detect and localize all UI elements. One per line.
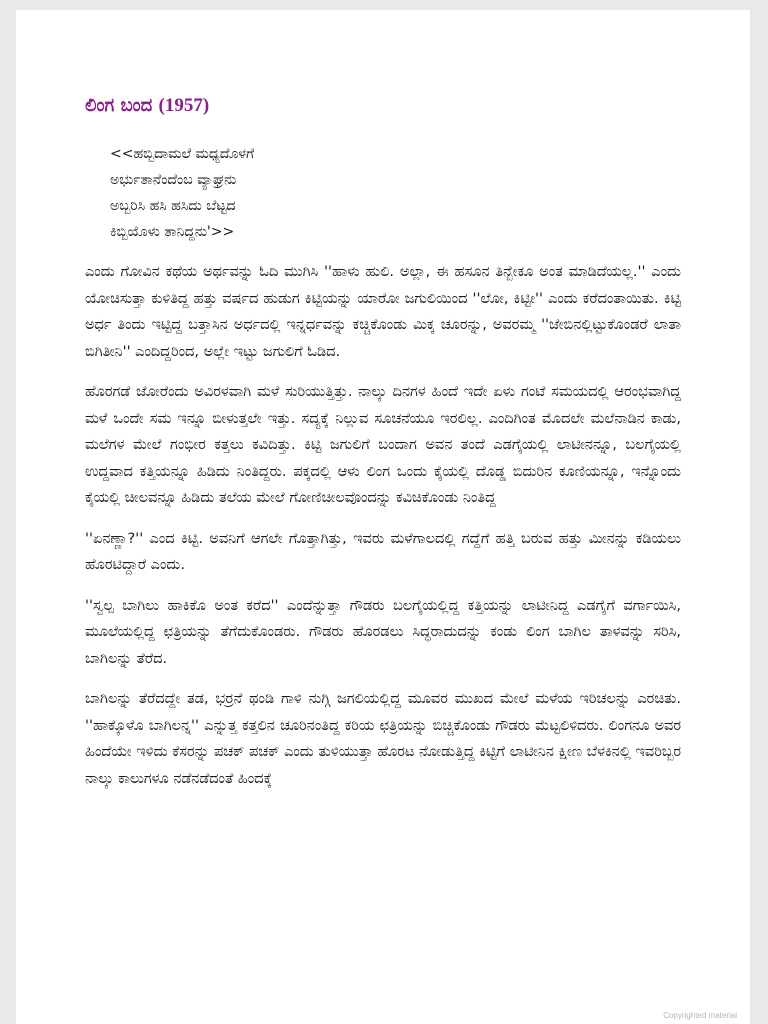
body-paragraph: ''ಏನಣ್ಣಾ?'' ಎಂದ ಕಿಟ್ಟಿ. ಅವನಿಗೆ ಆಗಲೇ ಗೊತ್ತಾಗಿತ್ತು, ಇವರು ಮಳೆಗಾಲದಲ್ಲಿ ಗದ್ದೆಗೆ ಹತ್ತಿ ಬರುವ ಹತ್ತು ಮೀನನ್ನು ಕಡಿಯಲು ಹೊರಟಿದ್ದಾರೆ ಎಂದು. <box>85 530 681 573</box>
body-paragraph: ಹೊರಗಡೆ ಜೋರೆಂದು ಅವಿರಳವಾಗಿ ಮಳೆ ಸುರಿಯುತ್ತಿತ್ತು. ನಾಲ್ಕು ದಿನಗಳ ಹಿಂದೆ ಇದೇ ಏಳು ಗಂಟೆ ಸಮಯದಲ್ಲಿ ಆರಂಭವಾಗಿದ್ದ ಮಳೆ ಒಂದೇ ಸಮ ಇನ್ನೂ ಬೀಳುತ್ತಲೇ ಇತ್ತು. ಸದ್ಯಕ್ಕೆ ನಿಲ್ಲುವ ಸೂಚನೆಯೂ ಇರಲಿಲ್ಲ. ಎಂದಿಗಿಂತ ಮೊದಲೇ ಮಲೆನಾಡಿನ ಕಾಡು, ಮಲೆಗಳ ಮೇಲೆ ಗಂಭೀರ ಕತ್ತಲು ಕವಿದಿತ್ತು. ಕಿಟ್ಟಿ ಜಗುಲಿಗೆ ಬಂದಾಗ ಅವನ ತಂದೆ ಎಡಗೈಯಲ್ಲಿ ಲಾಟೀನನ್ನೂ, ಬಲಗೈಯಲ್ಲಿ ಉದ್ದವಾದ ಕತ್ತಿಯನ್ನೂ ಹಿಡಿದು ನಿಂತಿದ್ದರು. ಪಕ್ಕದಲ್ಲಿ ಆಳು ಲಿಂಗ ಒಂದು ಕೈಯಲ್ಲಿ ದೊಡ್ಡ ಬಿದುರಿನ ಕೂಣಿಯನ್ನೂ, ಇನ್ನೊಂದು ಕೈಯಲ್ಲಿ ಚೀಲವನ್ನೂ ಹಿಡಿದು ತಲೆಯ ಮೇಲೆ ಗೋಣಿಚೀಲವೊಂದನ್ನು ಕವಿಚಿಕೊಂಡು ನಿಂತಿದ್ದ <box>85 384 681 506</box>
epigraph-verse <box>110 141 681 245</box>
body-paragraph: ''ಸ್ವಲ್ಪ ಬಾಗಿಲು ಹಾಕಿಕೊ ಅಂತ ಕರೆದ'' ಎಂದೆನ್ನುತ್ತಾ ಗೌಡರು ಬಲಗೈಯಲ್ಲಿದ್ದ ಕತ್ತಿಯನ್ನು ಲಾಟೀನಿದ್ದ ಎಡಗೈಗೆ ವರ್ಗಾಯಿಸಿ, ಮೂಲೆಯಲ್ಲಿದ್ದ ಛತ್ರಿಯನ್ನು ತೆಗೆದುಕೊಂಡರು. ಗೌಡರು ಹೊರಡಲು ಸಿದ್ಧರಾದುದನ್ನು ಕಂಡು ಲಿಂಗ ಬಾಗಿಲ ತಾಳವನ್ನು ಸರಿಸಿ, ಬಾಗಿಲನ್ನು ತೆರೆದ. <box>85 597 681 667</box>
body-paragraph: ಎಂದು ಗೋವಿನ ಕಥೆಯ ಅರ್ಥವನ್ನು ಓದಿ ಮುಗಿಸಿ ''ಹಾಳು ಹುಲಿ. ಅಲ್ಲಾ, ಈ ಹಸೂನ ತಿನ್ಬೇಕೂ ಅಂತ ಮಾಡಿದೆಯಲ್ಲ.'' ಎಂದು ಯೋಚಿಸುತ್ತಾ ಕುಳಿತಿದ್ದ ಹತ್ತು ವರ್ಷದ ಹುಡುಗ ಕಿಟ್ಟಿಯನ್ನು ಯಾರೋ ಜಗುಲಿಯಿಂದ ''ಲೋ, ಕಿಟ್ಟೀ'' ಎಂದು ಕರೆದಂತಾಯಿತು. ಕಿಟ್ಟಿ ಅರ್ಧ ತಿಂದು ಇಟ್ಟಿದ್ದ ಬತ್ತಾಸಿನ ಅರ್ಧದಲ್ಲಿ ಇನ್ನರ್ಧವನ್ನು ಕಚ್ಚಿಕೊಂಡು ಮಿಕ್ಕ ಚೂರನ್ನು, ಅವರಮ್ಮ ''ಜೇಬಿನಲ್ಲಿಟ್ಟುಕೊಂಡರೆ ಲಾತಾ ಬಿಗಿತೀನಿ'' ಎಂದಿದ್ದರಿಂದ, ಅಲ್ಲೇ ಇಟ್ಟು ಜಗುಲಿಗೆ ಓಡಿದ. <box>85 264 681 360</box>
copyright-watermark: Copyrighted material <box>663 1011 737 1020</box>
verse-line: <<ಹಬ್ಬಿದಾಮಲೆ ಮಧ್ಯದೊಳಗೆ <box>110 146 255 162</box>
verse-line: ಕಿಬ್ಬಿಯೊಳು ತಾನಿದ್ದನು'>> <box>110 224 235 240</box>
chapter-title <box>85 93 681 119</box>
book-page <box>16 10 750 1024</box>
body-paragraph: ಬಾಗಿಲನ್ನು ತೆರೆದದ್ದೇ ತಡ, ಭರ್ರನೆ ಥಂಡಿ ಗಾಳಿ ನುಗ್ಗಿ ಜಗಲಿಯಲ್ಲಿದ್ದ ಮೂವರ ಮುಖದ ಮೇಲೆ ಮಳೆಯ ಇರಿಚಲನ್ನು ಎರಚಿತು. ''ಹಾಕ್ಕೊಳೊ ಬಾಗಿಲನ್ನ'' ಎನ್ನುತ್ತ ಕತ್ತಲಿನ ಚೂರಿನಂತಿದ್ದ ಕರಿಯ ಛತ್ರಿಯನ್ನು ಬಿಚ್ಚಿಕೊಂಡು ಗೌಡರು ಮೆಟ್ಟಲಿಳಿದರು. ಲಿಂಗನೂ ಅವರ ಹಿಂದೆಯೇ ಇಳಿದು ಕೆಸರನ್ನು ಪಚಕ್ ಪಚಕ್ ಎಂದು ತುಳಿಯುತ್ತಾ ಹೊರಟ ನೋಡುತ್ತಿದ್ದ ಕಿಟ್ಟಿಗೆ ಲಾಟೀನಿನ ಕ್ಷೀಣ ಬೆಳಕಿನಲ್ಲಿ ಇವರಿಬ್ಬರ ನಾಲ್ಕು ಕಾಲುಗಳೂ ನಡೆನಡೆದಂತೆ ಹಿಂದಕ್ಕೆ <box>85 691 681 787</box>
chapter-title-year: (1957) <box>158 95 210 116</box>
verse-line: ಅರ್ಭುತಾನೆಂದೆಂಬ ವ್ಯಾಘ್ರನು <box>110 172 237 188</box>
chapter-title-text: ಲಿಂಗ ಬಂದ <box>85 95 153 116</box>
page-content <box>85 93 681 806</box>
verse-line: ಅಬ್ಬರಿಸಿ ಹಸಿ ಹಸಿದು ಬೆಟ್ಟದ <box>110 198 236 214</box>
